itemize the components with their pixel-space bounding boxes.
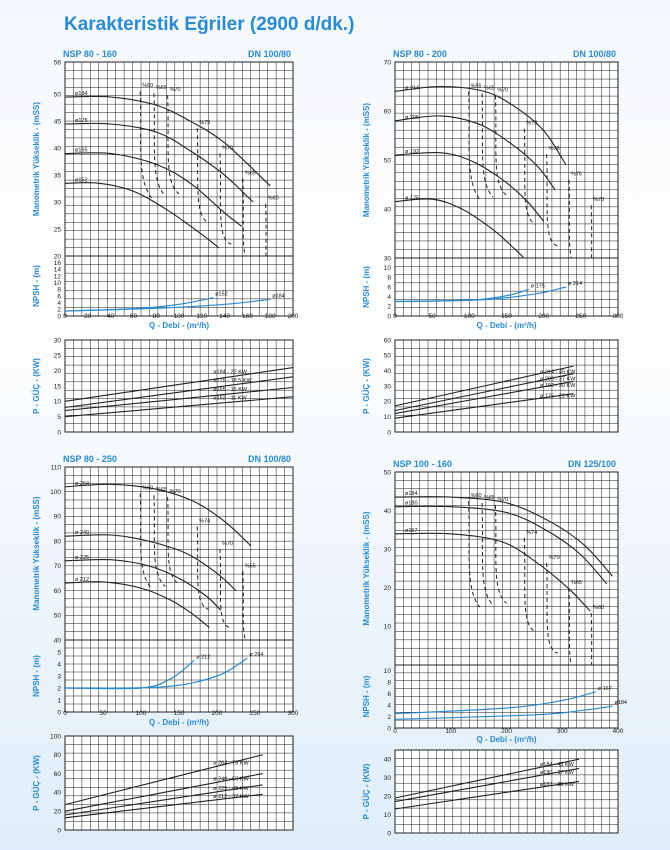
chart1-efficiency-label: %70 (169, 87, 181, 94)
chart4-efficiency-label: %60 (470, 493, 482, 500)
chart2-npsh-axis-label: NPSH - (m) (362, 266, 371, 308)
chart4-efficiency-label: %65 (483, 495, 495, 502)
chart2-npsh-y-tick: 2 (387, 303, 391, 311)
chart4-npsh-y-tick: 0 (387, 725, 391, 733)
chart-nsp-80-200 (362, 49, 624, 436)
chart3-efficiency-label: %70 (169, 488, 181, 495)
chart2-npsh-y-tick: 6 (387, 284, 391, 292)
chart2-efficiency-label: %76 (548, 146, 560, 153)
chart2-x-tick: 250 (575, 313, 587, 320)
chart3-efficiency-label: %70 (222, 540, 234, 547)
chart2-power-y-tick: 50 (383, 352, 391, 360)
chart1-head-y-tick: 25 (53, 226, 61, 234)
chart2-power-y-tick: 10 (383, 413, 391, 421)
chart3-x-tick: 50 (99, 710, 107, 717)
chart1-x-tick: 160 (241, 313, 253, 320)
chart4-x-tick: 200 (501, 728, 512, 735)
chart4-flange-label: DN 125/100 (567, 459, 616, 469)
chart2-npsh-curve-label: ø 175 (530, 283, 545, 290)
chart2-head-y-tick: 50 (383, 157, 391, 165)
chart2-x-tick: 300 (612, 313, 624, 320)
chart4-head-curve-label: ø184 (405, 491, 418, 498)
chart2-power-frame (395, 340, 618, 432)
chart3-head-y-tick: 100 (50, 489, 61, 497)
chart2-npsh-curve-label: ø 214 (567, 281, 583, 287)
chart1-npsh-curve-label: ø184 (272, 293, 285, 300)
chart4-npsh-axis-label: NPSH - (m) (362, 675, 371, 718)
chart4-efficiency-label: %74 (526, 529, 538, 536)
chart1-x-axis-label: Q - Debi - (m³/h) (149, 321, 209, 330)
chart4-npsh-y-tick: 2 (387, 713, 391, 721)
chart2-power-y-tick: 60 (383, 337, 391, 345)
chart3-npsh-y-tick: 5 (57, 649, 61, 657)
chart4-x-tick: 300 (556, 728, 568, 735)
chart2-head-curve-label: ø 205 (405, 114, 420, 121)
chart1-power-y-tick: 25 (53, 352, 61, 360)
chart1-npsh-y-tick: 10 (53, 279, 61, 287)
chart4-head-y-tick: 10 (383, 623, 391, 631)
chart4-npsh-curve-label: ø 167 (597, 685, 612, 692)
chart1-power-curve-label: ø175 - 18.5 KW (213, 378, 252, 385)
chart1-x-tick: 100 (173, 313, 185, 320)
chart1-head-y-tick: 40 (53, 145, 61, 153)
chart3-efficiency-label: %74 (199, 518, 211, 525)
chart4-head-curve-label: ø180 (405, 500, 418, 507)
chart2-head-curve-label: ø 214 (405, 85, 420, 92)
chart2-x-tick: 0 (393, 313, 397, 320)
chart1-efficiency-label: %70 (222, 145, 234, 152)
chart1-npsh-y-tick: 6 (57, 293, 61, 301)
chart1-npsh-y-tick: 14 (53, 266, 61, 274)
chart1-power-y-tick: 15 (53, 383, 61, 391)
chart4-head-y-tick: 40 (383, 507, 391, 515)
chart2-efficiency-label: %65 (483, 85, 495, 92)
chart1-x-tick: 40 (106, 313, 115, 320)
chart3-head-y-tick: 110 (50, 464, 61, 472)
chart3-npsh-y-tick: 0 (57, 709, 61, 717)
chart3-x-axis-label: Q - Debi - (m³/h) (149, 718, 209, 727)
chart2-efficiency-label: %70 (593, 197, 605, 204)
chart3-head-y-tick: 80 (53, 538, 61, 546)
chart1-x-tick: 120 (196, 313, 208, 320)
chart3-npsh-y-tick: 3 (57, 673, 61, 681)
chart1-head-curve-label: ø175 (75, 117, 88, 124)
chart2-power-y-tick: 40 (383, 367, 391, 375)
chart3-flange-label: DN 100/80 (247, 454, 291, 464)
chart2-npsh-y-tick: 10 (383, 264, 391, 272)
chart4-npsh-y-tick: 10 (383, 668, 391, 676)
chart4-efficiency-label: %70 (548, 554, 560, 561)
chart4-x-tick: 100 (445, 728, 457, 735)
chart4-x-tick: 400 (612, 728, 624, 735)
chart3-model-label: NSP 80 - 250 (63, 454, 117, 464)
chart1-x-tick: 60 (129, 313, 138, 320)
chart1-power-frame (65, 340, 293, 432)
chart3-x-tick: 250 (249, 710, 261, 717)
chart3-head-curve-label: ø 225 (75, 554, 90, 561)
chart2-model-label: NSP 80 - 200 (393, 49, 447, 59)
chart1-x-tick: 140 (219, 313, 231, 320)
chart2-x-tick: 200 (538, 313, 550, 320)
chart2-head-curve-label: ø 175 (405, 195, 420, 202)
chart1-npsh-curve-label: ø152 (215, 291, 228, 298)
chart2-head-y-tick: 30 (383, 255, 391, 263)
chart2-head-y-tick: 40 (383, 206, 391, 214)
chart2-x-tick: 50 (428, 313, 436, 320)
chart2-npsh-y-tick: 0 (387, 313, 391, 321)
chart3-power-y-tick: 40 (53, 789, 61, 797)
chart3-head-axis-label: Manometrik Yükseklik - (mSS) (32, 496, 41, 611)
chart4-head-axis-label: Manometrik Yükseklik - (mSS) (362, 511, 371, 626)
chart2-npsh-frame (395, 258, 618, 316)
chart2-x-tick: 100 (463, 313, 475, 320)
chart3-x-tick: 150 (173, 710, 185, 717)
chart3-npsh-y-tick: 2 (57, 685, 61, 693)
chart4-power-y-tick: 10 (383, 811, 391, 819)
chart2-head-axis-label: Manometrik Yükseklik - (mSS) (362, 102, 371, 218)
chart1-x-tick: 80 (152, 313, 160, 320)
chart2-power-y-tick: 30 (383, 383, 391, 391)
chart2-power-y-tick: 20 (383, 398, 391, 406)
chart4-npsh-y-tick: 4 (387, 702, 391, 710)
chart1-npsh-y-tick: 4 (57, 299, 61, 307)
chart1-npsh-y-tick: 12 (53, 273, 61, 281)
chart4-model-label: NSP 100 - 160 (393, 459, 452, 469)
chart1-x-tick: 20 (84, 313, 92, 320)
chart1-head-y-tick: 56 (53, 59, 61, 67)
chart3-x-tick: 100 (135, 710, 147, 717)
chart2-power-curve-label: ø 205 - 37 KW (539, 376, 576, 383)
chart2-power-y-tick: 0 (387, 429, 391, 437)
chart4-npsh-curve-label: ø184 (614, 700, 627, 707)
chart3-npsh-curve-label: ø 264 (249, 652, 264, 658)
chart1-efficiency-label: %65 (155, 85, 167, 92)
chart3-x-tick: 300 (287, 710, 299, 717)
chart4-power-curve-label: ø184 - 45 KW (539, 762, 574, 769)
chart4-efficiency-label: %65 (570, 579, 582, 586)
chart3-head-y-tick: 70 (53, 563, 61, 571)
chart4-head-curve-label: ø167 (405, 527, 418, 534)
chart4-head-y-tick: 50 (383, 469, 391, 477)
chart2-power-curve-label: ø 192 - 30 KW (539, 382, 576, 389)
chart1-head-y-tick: 50 (53, 91, 61, 99)
chart3-power-y-tick: 80 (53, 752, 61, 760)
chart3-power-y-tick: 100 (50, 733, 61, 741)
chart2-head-y-tick: 60 (383, 108, 391, 116)
chart3-efficiency-label: %65 (155, 487, 167, 494)
chart4-efficiency-label: %70 (497, 496, 509, 503)
chart4-power-y-tick: 0 (387, 830, 391, 838)
chart4-power-y-tick: 40 (383, 756, 391, 764)
chart2-efficiency-label: %70 (497, 87, 509, 94)
chart1-head-y-tick: 35 (53, 172, 61, 180)
chart4-npsh-y-tick: 6 (387, 690, 391, 698)
chart1-npsh-y-tick: 2 (57, 306, 61, 314)
chart3-npsh-y-tick: 4 (57, 661, 61, 669)
chart1-efficiency-label: %60 (267, 195, 279, 202)
chart3-power-y-tick: 20 (53, 808, 61, 816)
chart1-power-y-tick: 5 (57, 413, 61, 421)
chart2-flange-label: DN 100/80 (572, 49, 616, 59)
chart1-power-curve-label: ø184 - 22 KW (213, 369, 248, 376)
chart1-head-curve-label: ø165 (75, 147, 88, 154)
chart3-head-curve-label: ø 240 (75, 530, 90, 537)
chart1-power-curve-label: ø165 - 15 KW (213, 387, 248, 394)
chart3-efficiency-label: %60 (142, 485, 154, 492)
chart3-head-y-tick: 40 (53, 637, 61, 645)
chart1-head-curve-label: ø152 (75, 177, 88, 184)
chart3-npsh-curve-label: ø 212 (196, 654, 211, 661)
chart2-efficiency-label: %55 (470, 83, 482, 90)
chart-nsp-80-250 (32, 454, 299, 834)
chart4-x-axis-label: Q - Debi - (m³/h) (476, 735, 537, 744)
chart3-head-curve-label: ø 264 (75, 480, 90, 487)
chart1-x-tick: 0 (63, 313, 67, 320)
chart1-x-tick: 200 (287, 313, 299, 320)
chart2-npsh-y-tick: 8 (387, 274, 391, 282)
chart4-power-axis-label: P - GÜÇ - (KW) (362, 763, 371, 820)
chart4-power-curve-label: ø180 - 37 KW (539, 770, 574, 777)
chart4-head-y-tick: 30 (383, 546, 391, 554)
chart3-power-y-tick: 0 (57, 827, 61, 835)
chart4-power-curve-label: ø167 - 30 KW (539, 781, 574, 788)
chart1-power-y-tick: 20 (53, 367, 61, 375)
chart1-npsh-y-tick: 16 (53, 259, 61, 267)
chart4-power-y-tick: 30 (383, 774, 391, 782)
chart3-power-curve-label: ø 225 - 45 KW (213, 785, 249, 792)
chart-nsp-100-160 (362, 459, 627, 837)
chart4-head-y-tick: 20 (383, 585, 391, 593)
chart3-head-y-tick: 90 (53, 513, 61, 521)
chart1-npsh-y-tick: 0 (57, 313, 61, 321)
chart1-head-y-tick: 20 (53, 253, 61, 261)
chart3-x-tick: 0 (63, 710, 67, 717)
chart2-power-curve-label: ø 175 - 22 KW (539, 393, 576, 400)
chart3-npsh-axis-label: NPSH - (m) (32, 655, 41, 697)
chart1-efficiency-label: %75 (199, 120, 211, 127)
chart1-head-y-tick: 30 (53, 199, 61, 207)
chart3-head-y-tick: 50 (53, 612, 61, 620)
chart3-efficiency-label: %65 (244, 563, 256, 570)
chart2-power-axis-label: P - GÜÇ - (KW) (362, 358, 371, 414)
chart1-model-label: NSP 80 - 160 (63, 49, 117, 59)
chart4-x-tick: 0 (393, 728, 397, 735)
chart1-head-curve-label: ø184 (75, 91, 88, 98)
chart3-power-curve-label: ø 240 - 55 KW (213, 776, 249, 783)
chart1-head-y-tick: 45 (53, 118, 61, 126)
chart3-x-tick: 200 (211, 710, 223, 717)
chart-nsp-80-160 (32, 49, 299, 436)
chart3-npsh-y-tick: 1 (57, 697, 61, 705)
chart4-npsh-y-tick: 8 (387, 679, 391, 687)
chart1-efficiency-label: %65 (244, 170, 256, 177)
chart2-power-curve-label: ø 214 - 45 KW (539, 369, 576, 376)
page-title: Karakteristik Eğriler (2900 d/dk.) (64, 14, 355, 35)
chart1-power-y-tick: 30 (53, 337, 61, 345)
chart2-efficiency-label: %75 (526, 120, 538, 127)
chart3-power-curve-label: ø 212 - 37 KW (213, 793, 249, 800)
chart4-power-y-tick: 20 (383, 793, 391, 801)
chart1-power-y-tick: 0 (57, 429, 61, 437)
chart1-npsh-y-tick: 8 (57, 286, 61, 294)
chart3-power-frame (65, 736, 293, 830)
chart3-power-y-tick: 60 (53, 770, 61, 778)
chart3-power-curve-label: ø 264 - 75 KW (213, 760, 249, 767)
chart2-npsh-y-tick: 4 (387, 293, 391, 301)
chart1-x-tick: 180 (264, 313, 276, 320)
chart2-head-y-tick: 70 (383, 59, 391, 67)
chart3-head-y-tick: 60 (53, 587, 61, 595)
chart1-head-axis-label: Manometrik Yükseklik - (mSS) (32, 101, 41, 217)
chart1-efficiency-label: %60 (142, 83, 154, 90)
chart4-efficiency-label: %60 (593, 605, 605, 612)
chart2-x-tick: 150 (501, 313, 512, 320)
chart1-power-curve-label: ø152 - 11 KW (213, 395, 247, 402)
chart2-head-curve-label: ø 192 (405, 149, 420, 156)
chart3-head-curve-label: ø 212 (75, 577, 90, 584)
chart3-npsh-frame (65, 640, 293, 712)
chart2-efficiency-label: %75 (570, 171, 582, 178)
chart1-flange-label: DN 100/80 (247, 49, 291, 59)
chart1-power-y-tick: 10 (53, 398, 61, 406)
chart2-x-axis-label: Q - Debi - (m³/h) (476, 321, 537, 330)
chart3-power-axis-label: P - GÜÇ - (KW) (32, 755, 41, 811)
chart1-power-axis-label: P - GÜÇ - (KW) (32, 358, 41, 414)
chart1-npsh-axis-label: NPSH - (m) (32, 265, 41, 307)
